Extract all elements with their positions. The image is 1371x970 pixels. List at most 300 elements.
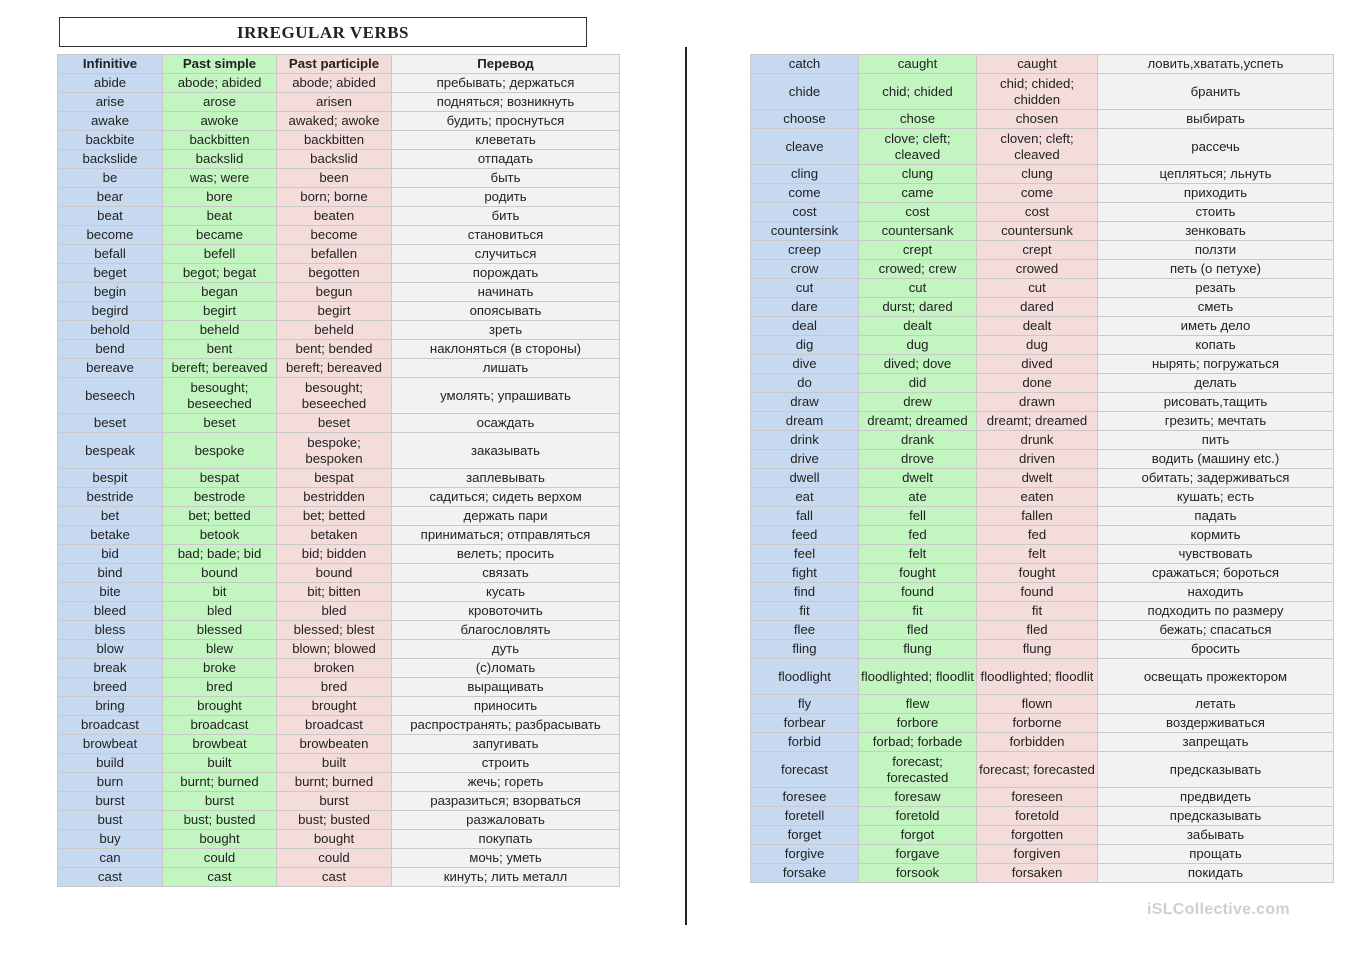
cell-infinitive: dream bbox=[751, 412, 859, 431]
cell-past-simple: foretold bbox=[859, 807, 977, 826]
cell-translation: отпадать bbox=[392, 150, 620, 169]
cell-past-simple: forgot bbox=[859, 826, 977, 845]
cell-past-participle: could bbox=[277, 849, 392, 868]
cell-translation: клеветать bbox=[392, 131, 620, 150]
cell-translation: прощать bbox=[1098, 845, 1334, 864]
cell-past-simple: chid; chided bbox=[859, 74, 977, 110]
cell-past-simple: dreamt; dreamed bbox=[859, 412, 977, 431]
cell-infinitive: bind bbox=[58, 564, 163, 583]
cell-past-participle: countersunk bbox=[977, 222, 1098, 241]
cell-infinitive: behold bbox=[58, 321, 163, 340]
table-row bbox=[58, 283, 620, 302]
cell-past-participle: burst bbox=[277, 792, 392, 811]
table-row bbox=[751, 733, 1334, 752]
table-row bbox=[58, 697, 620, 716]
table-row bbox=[751, 788, 1334, 807]
cell-past-participle: brought bbox=[277, 697, 392, 716]
table-row bbox=[58, 659, 620, 678]
cell-translation: покидать bbox=[1098, 864, 1334, 883]
table-row bbox=[751, 393, 1334, 412]
cell-past-simple: chose bbox=[859, 110, 977, 129]
cell-translation: стоить bbox=[1098, 203, 1334, 222]
cell-infinitive: forbear bbox=[751, 714, 859, 733]
cell-translation: дуть bbox=[392, 640, 620, 659]
cell-infinitive: find bbox=[751, 583, 859, 602]
cell-translation: зенковать bbox=[1098, 222, 1334, 241]
table-row bbox=[58, 545, 620, 564]
cell-past-simple: durst; dared bbox=[859, 298, 977, 317]
cell-past-simple: befell bbox=[163, 245, 277, 264]
cell-past-participle: bespoke; bespoken bbox=[277, 433, 392, 469]
cell-past-simple: flew bbox=[859, 695, 977, 714]
cell-past-simple: countersank bbox=[859, 222, 977, 241]
cell-translation: делать bbox=[1098, 374, 1334, 393]
cell-past-participle: crept bbox=[977, 241, 1098, 260]
cell-infinitive: bear bbox=[58, 188, 163, 207]
cell-past-participle: forborne bbox=[977, 714, 1098, 733]
cell-infinitive: arise bbox=[58, 93, 163, 112]
cell-past-participle: bought bbox=[277, 830, 392, 849]
cell-infinitive: catch bbox=[751, 55, 859, 74]
table-row bbox=[58, 321, 620, 340]
cell-past-participle: cost bbox=[977, 203, 1098, 222]
cell-past-participle: forsaken bbox=[977, 864, 1098, 883]
cell-past-simple: beheld bbox=[163, 321, 277, 340]
cell-translation: иметь дело bbox=[1098, 317, 1334, 336]
table-row bbox=[751, 714, 1334, 733]
cell-translation: пребывать; держаться bbox=[392, 74, 620, 93]
table-row bbox=[751, 507, 1334, 526]
cell-past-participle: blown; blowed bbox=[277, 640, 392, 659]
table-row bbox=[751, 640, 1334, 659]
table-row bbox=[751, 545, 1334, 564]
cell-past-simple: fled bbox=[859, 621, 977, 640]
cell-past-simple: browbeat bbox=[163, 735, 277, 754]
cell-translation: опоясывать bbox=[392, 302, 620, 321]
cell-past-participle: fought bbox=[977, 564, 1098, 583]
table-row bbox=[58, 150, 620, 169]
cell-translation: копать bbox=[1098, 336, 1334, 355]
cell-infinitive: bet bbox=[58, 507, 163, 526]
cell-past-simple: drank bbox=[859, 431, 977, 450]
cell-past-simple: betook bbox=[163, 526, 277, 545]
table-row bbox=[58, 735, 620, 754]
cell-translation: ловить,хватать,успеть bbox=[1098, 55, 1334, 74]
verbs-table-left bbox=[57, 54, 620, 887]
table-row bbox=[58, 830, 620, 849]
cell-past-participle: flown bbox=[977, 695, 1098, 714]
cell-infinitive: feel bbox=[751, 545, 859, 564]
cell-past-participle: befallen bbox=[277, 245, 392, 264]
cell-past-participle: bet; betted bbox=[277, 507, 392, 526]
cell-past-participle: dived bbox=[977, 355, 1098, 374]
cell-translation: начинать bbox=[392, 283, 620, 302]
table-row bbox=[751, 583, 1334, 602]
cell-infinitive: burn bbox=[58, 773, 163, 792]
table-row bbox=[58, 811, 620, 830]
table-row bbox=[751, 298, 1334, 317]
table-row bbox=[751, 203, 1334, 222]
cell-past-participle: dreamt; dreamed bbox=[977, 412, 1098, 431]
header-translation: Перевод bbox=[392, 55, 620, 74]
cell-translation: кушать; есть bbox=[1098, 488, 1334, 507]
cell-infinitive: forbid bbox=[751, 733, 859, 752]
cell-infinitive: bid bbox=[58, 545, 163, 564]
table-row bbox=[751, 659, 1334, 695]
cell-past-simple: blessed bbox=[163, 621, 277, 640]
cell-infinitive: bleed bbox=[58, 602, 163, 621]
cell-infinitive: do bbox=[751, 374, 859, 393]
cell-translation: резать bbox=[1098, 279, 1334, 298]
cell-infinitive: build bbox=[58, 754, 163, 773]
cell-past-simple: forecast; forecasted bbox=[859, 752, 977, 788]
cell-past-participle: chid; chided; chidden bbox=[977, 74, 1098, 110]
cell-past-participle: felt bbox=[977, 545, 1098, 564]
cell-translation: грезить; мечтать bbox=[1098, 412, 1334, 431]
cell-infinitive: can bbox=[58, 849, 163, 868]
cell-past-simple: bust; busted bbox=[163, 811, 277, 830]
cell-past-participle: betaken bbox=[277, 526, 392, 545]
cell-past-simple: built bbox=[163, 754, 277, 773]
cell-infinitive: fling bbox=[751, 640, 859, 659]
table-row bbox=[58, 378, 620, 414]
cell-infinitive: breed bbox=[58, 678, 163, 697]
table-row bbox=[751, 184, 1334, 203]
cell-translation: выбирать bbox=[1098, 110, 1334, 129]
cell-past-simple: came bbox=[859, 184, 977, 203]
cell-infinitive: backbite bbox=[58, 131, 163, 150]
cell-infinitive: bring bbox=[58, 697, 163, 716]
table-row bbox=[58, 602, 620, 621]
cell-past-participle: bent; bended bbox=[277, 340, 392, 359]
table-row bbox=[58, 414, 620, 433]
table-row bbox=[751, 336, 1334, 355]
cell-translation: родить bbox=[392, 188, 620, 207]
cell-past-participle: chosen bbox=[977, 110, 1098, 129]
cell-past-participle: born; borne bbox=[277, 188, 392, 207]
table-row bbox=[58, 621, 620, 640]
cell-past-simple: dwelt bbox=[859, 469, 977, 488]
table-row bbox=[751, 55, 1334, 74]
cell-infinitive: broadcast bbox=[58, 716, 163, 735]
table-row bbox=[751, 752, 1334, 788]
cell-past-participle: foretold bbox=[977, 807, 1098, 826]
cell-translation: зреть bbox=[392, 321, 620, 340]
table-row bbox=[58, 488, 620, 507]
header-infinitive: Infinitive bbox=[58, 55, 163, 74]
cell-past-simple: bore bbox=[163, 188, 277, 207]
table-row bbox=[58, 849, 620, 868]
cell-past-simple: bit bbox=[163, 583, 277, 602]
table-row bbox=[751, 564, 1334, 583]
cell-translation: приходить bbox=[1098, 184, 1334, 203]
cell-past-simple: burst bbox=[163, 792, 277, 811]
cell-translation: случиться bbox=[392, 245, 620, 264]
verbs-table-right bbox=[750, 54, 1334, 883]
cell-past-simple: forbore bbox=[859, 714, 977, 733]
cell-infinitive: foresee bbox=[751, 788, 859, 807]
table-row bbox=[58, 678, 620, 697]
cell-past-simple: bereft; bereaved bbox=[163, 359, 277, 378]
table-row bbox=[751, 845, 1334, 864]
table-row bbox=[58, 264, 620, 283]
cell-past-simple: did bbox=[859, 374, 977, 393]
table-row bbox=[751, 241, 1334, 260]
cell-past-simple: foresaw bbox=[859, 788, 977, 807]
cell-translation: запрещать bbox=[1098, 733, 1334, 752]
cell-past-simple: backbitten bbox=[163, 131, 277, 150]
cell-translation: падать bbox=[1098, 507, 1334, 526]
cell-past-participle: broken bbox=[277, 659, 392, 678]
table-row bbox=[751, 431, 1334, 450]
cell-past-participle: forgiven bbox=[977, 845, 1098, 864]
cell-past-simple: bestrode bbox=[163, 488, 277, 507]
cell-past-participle: backslid bbox=[277, 150, 392, 169]
cell-past-participle: done bbox=[977, 374, 1098, 393]
cell-past-simple: broke bbox=[163, 659, 277, 678]
cell-past-participle: begirt bbox=[277, 302, 392, 321]
cell-past-simple: arose bbox=[163, 93, 277, 112]
cell-past-participle: caught bbox=[977, 55, 1098, 74]
cell-infinitive: deal bbox=[751, 317, 859, 336]
table-header-row bbox=[58, 55, 620, 74]
table-row bbox=[751, 695, 1334, 714]
cell-infinitive: fit bbox=[751, 602, 859, 621]
table-row bbox=[751, 412, 1334, 431]
cell-translation: предсказывать bbox=[1098, 807, 1334, 826]
table-row bbox=[58, 564, 620, 583]
table-row bbox=[751, 864, 1334, 883]
cell-past-participle: cloven; cleft; cleaved bbox=[977, 129, 1098, 165]
cell-translation: быть bbox=[392, 169, 620, 188]
cell-past-participle: drawn bbox=[977, 393, 1098, 412]
cell-past-participle: dwelt bbox=[977, 469, 1098, 488]
cell-translation: бежать; спасаться bbox=[1098, 621, 1334, 640]
cell-past-participle: come bbox=[977, 184, 1098, 203]
table-row bbox=[751, 222, 1334, 241]
cell-translation: подходить по размеру bbox=[1098, 602, 1334, 621]
table-row bbox=[751, 260, 1334, 279]
cell-translation: жечь; гореть bbox=[392, 773, 620, 792]
cell-past-participle: fallen bbox=[977, 507, 1098, 526]
cell-infinitive: forecast bbox=[751, 752, 859, 788]
cell-translation: наклоняться (в стороны) bbox=[392, 340, 620, 359]
cell-past-participle: foreseen bbox=[977, 788, 1098, 807]
cell-infinitive: fall bbox=[751, 507, 859, 526]
table-row bbox=[58, 716, 620, 735]
cell-past-simple: beset bbox=[163, 414, 277, 433]
cell-past-simple: beat bbox=[163, 207, 277, 226]
table-row bbox=[751, 602, 1334, 621]
table-row bbox=[751, 165, 1334, 184]
cell-infinitive: befall bbox=[58, 245, 163, 264]
cell-translation: сметь bbox=[1098, 298, 1334, 317]
cell-infinitive: floodlight bbox=[751, 659, 859, 695]
cell-translation: становиться bbox=[392, 226, 620, 245]
cell-translation: рисовать,тащить bbox=[1098, 393, 1334, 412]
cell-translation: рассечь bbox=[1098, 129, 1334, 165]
cell-translation: кусать bbox=[392, 583, 620, 602]
cell-infinitive: backslide bbox=[58, 150, 163, 169]
cell-translation: заплевывать bbox=[392, 469, 620, 488]
cell-past-participle: bust; busted bbox=[277, 811, 392, 830]
cell-past-participle: beset bbox=[277, 414, 392, 433]
cell-past-simple: fit bbox=[859, 602, 977, 621]
cell-past-participle: awaked; awoke bbox=[277, 112, 392, 131]
cell-translation: покупать bbox=[392, 830, 620, 849]
cell-infinitive: chide bbox=[751, 74, 859, 110]
cell-past-participle: dug bbox=[977, 336, 1098, 355]
cell-past-simple: fought bbox=[859, 564, 977, 583]
cell-past-simple: fell bbox=[859, 507, 977, 526]
table-row bbox=[58, 207, 620, 226]
cell-past-participle: forgotten bbox=[977, 826, 1098, 845]
cell-past-simple: caught bbox=[859, 55, 977, 74]
cell-translation: приниматься; отправляться bbox=[392, 526, 620, 545]
cell-infinitive: awake bbox=[58, 112, 163, 131]
table-row bbox=[58, 245, 620, 264]
cell-translation: бить bbox=[392, 207, 620, 226]
cell-translation: благословлять bbox=[392, 621, 620, 640]
cell-translation: летать bbox=[1098, 695, 1334, 714]
cell-translation: строить bbox=[392, 754, 620, 773]
cell-infinitive: dwell bbox=[751, 469, 859, 488]
cell-past-simple: crept bbox=[859, 241, 977, 260]
cell-past-simple: could bbox=[163, 849, 277, 868]
cell-past-participle: cut bbox=[977, 279, 1098, 298]
cell-infinitive: beget bbox=[58, 264, 163, 283]
cell-infinitive: forgive bbox=[751, 845, 859, 864]
cell-infinitive: flee bbox=[751, 621, 859, 640]
cell-infinitive: foretell bbox=[751, 807, 859, 826]
table-row bbox=[58, 188, 620, 207]
cell-past-simple: forsook bbox=[859, 864, 977, 883]
table-row bbox=[58, 112, 620, 131]
cell-translation: лишать bbox=[392, 359, 620, 378]
cell-infinitive: break bbox=[58, 659, 163, 678]
cell-translation: предсказывать bbox=[1098, 752, 1334, 788]
cell-translation: освещать прожектором bbox=[1098, 659, 1334, 695]
cell-past-participle: fed bbox=[977, 526, 1098, 545]
cell-past-simple: bought bbox=[163, 830, 277, 849]
table-row bbox=[58, 74, 620, 93]
table-row bbox=[58, 773, 620, 792]
cell-infinitive: cast bbox=[58, 868, 163, 887]
table-row bbox=[751, 279, 1334, 298]
cell-past-participle: become bbox=[277, 226, 392, 245]
cell-translation: выращивать bbox=[392, 678, 620, 697]
cell-past-simple: flung bbox=[859, 640, 977, 659]
cell-past-simple: fed bbox=[859, 526, 977, 545]
cell-translation: разжаловать bbox=[392, 811, 620, 830]
cell-infinitive: come bbox=[751, 184, 859, 203]
table-row bbox=[58, 169, 620, 188]
cell-infinitive: creep bbox=[751, 241, 859, 260]
cell-past-participle: drunk bbox=[977, 431, 1098, 450]
cell-past-simple: bespat bbox=[163, 469, 277, 488]
table-row bbox=[751, 129, 1334, 165]
cell-past-participle: blessed; blest bbox=[277, 621, 392, 640]
table-row bbox=[751, 374, 1334, 393]
table-row bbox=[58, 469, 620, 488]
cell-past-simple: felt bbox=[859, 545, 977, 564]
cell-past-simple: blew bbox=[163, 640, 277, 659]
cell-translation: сражаться; бороться bbox=[1098, 564, 1334, 583]
table-row bbox=[751, 450, 1334, 469]
cell-infinitive: beseech bbox=[58, 378, 163, 414]
cell-past-simple: cost bbox=[859, 203, 977, 222]
cell-past-participle: besought; beseeched bbox=[277, 378, 392, 414]
cell-infinitive: crow bbox=[751, 260, 859, 279]
cell-past-participle: bit; bitten bbox=[277, 583, 392, 602]
cell-past-participle: built bbox=[277, 754, 392, 773]
cell-infinitive: bereave bbox=[58, 359, 163, 378]
cell-past-simple: besought; beseeched bbox=[163, 378, 277, 414]
cell-infinitive: choose bbox=[751, 110, 859, 129]
cell-translation: (с)ломать bbox=[392, 659, 620, 678]
cell-translation: забывать bbox=[1098, 826, 1334, 845]
table-row bbox=[58, 359, 620, 378]
cell-infinitive: abide bbox=[58, 74, 163, 93]
cell-past-simple: bet; betted bbox=[163, 507, 277, 526]
cell-past-participle: forecast; forecasted bbox=[977, 752, 1098, 788]
cell-infinitive: drink bbox=[751, 431, 859, 450]
cell-infinitive: become bbox=[58, 226, 163, 245]
cell-past-participle: bespat bbox=[277, 469, 392, 488]
cell-past-simple: bred bbox=[163, 678, 277, 697]
cell-translation: разразиться; взорваться bbox=[392, 792, 620, 811]
cell-translation: садиться; сидеть верхом bbox=[392, 488, 620, 507]
cell-past-simple: crowed; crew bbox=[859, 260, 977, 279]
cell-past-simple: bent bbox=[163, 340, 277, 359]
document-title: IRREGULAR VERBS bbox=[59, 17, 587, 47]
cell-infinitive: bespit bbox=[58, 469, 163, 488]
cell-past-simple: clove; cleft; cleaved bbox=[859, 129, 977, 165]
cell-past-participle: eaten bbox=[977, 488, 1098, 507]
table-row bbox=[751, 807, 1334, 826]
cell-past-participle: cast bbox=[277, 868, 392, 887]
cell-past-participle: bestridden bbox=[277, 488, 392, 507]
cell-translation: будить; проснуться bbox=[392, 112, 620, 131]
cell-translation: кормить bbox=[1098, 526, 1334, 545]
cell-translation: водить (машину etc.) bbox=[1098, 450, 1334, 469]
cell-past-simple: ate bbox=[859, 488, 977, 507]
cell-past-participle: burnt; burned bbox=[277, 773, 392, 792]
cell-past-simple: dived; dove bbox=[859, 355, 977, 374]
cell-past-participle: bereft; bereaved bbox=[277, 359, 392, 378]
cell-past-simple: awoke bbox=[163, 112, 277, 131]
table-row bbox=[751, 317, 1334, 336]
cell-past-simple: bespoke bbox=[163, 433, 277, 469]
cell-translation: предвидеть bbox=[1098, 788, 1334, 807]
cell-past-simple: became bbox=[163, 226, 277, 245]
cell-translation: пить bbox=[1098, 431, 1334, 450]
cell-infinitive: bust bbox=[58, 811, 163, 830]
table-row bbox=[751, 469, 1334, 488]
cell-infinitive: countersink bbox=[751, 222, 859, 241]
cell-infinitive: cleave bbox=[751, 129, 859, 165]
table-row bbox=[58, 868, 620, 887]
cell-past-participle: fled bbox=[977, 621, 1098, 640]
cell-translation: связать bbox=[392, 564, 620, 583]
cell-past-simple: dug bbox=[859, 336, 977, 355]
cell-past-simple: cast bbox=[163, 868, 277, 887]
cell-past-participle: broadcast bbox=[277, 716, 392, 735]
cell-translation: чувствовать bbox=[1098, 545, 1334, 564]
cell-translation: бранить bbox=[1098, 74, 1334, 110]
cell-past-simple: found bbox=[859, 583, 977, 602]
cell-past-participle: bid; bidden bbox=[277, 545, 392, 564]
